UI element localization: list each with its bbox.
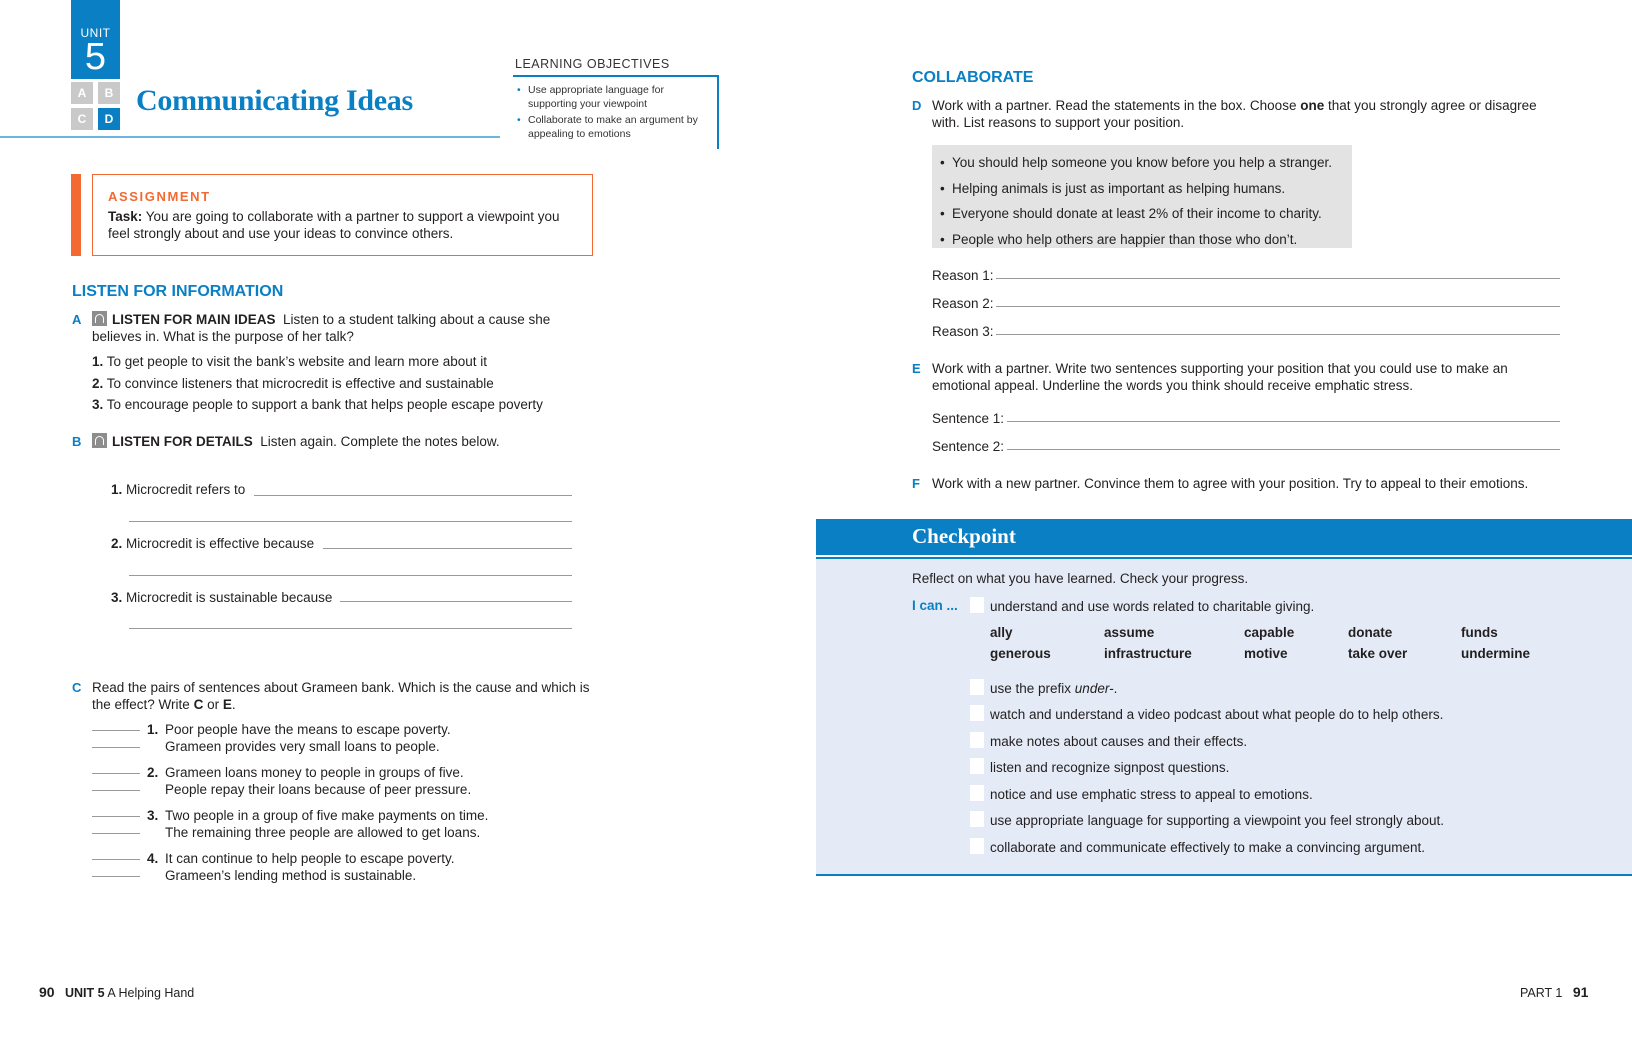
exercise-e-instruction: Work with a partner. Write two sentences supporting your position that you could use to make an emotional appeal. Underline the words you think should receive emphatic stress. (932, 361, 1508, 393)
part-b-tab: B (98, 82, 120, 104)
headphones-icon[interactable] (92, 433, 107, 448)
vocab-word: undermine (1461, 646, 1531, 661)
collaborate-heading: COLLABORATE (912, 69, 1034, 86)
vocab-word: ally (990, 625, 1013, 640)
objective-item: • Use appropriate language for supporting your viewpoint (515, 83, 715, 111)
reason-1-label: Reason 1: (932, 268, 994, 283)
assignment-accent-bar (71, 174, 81, 256)
page-title: Communicating Ideas (136, 84, 413, 117)
exercise-c-letter: C (72, 680, 82, 695)
checkpoint-checkbox[interactable] (970, 679, 984, 695)
sentence-1-answer-line[interactable] (1007, 421, 1560, 422)
note-2-answer-line[interactable] (323, 548, 572, 549)
exercise-d-instruction: Work with a partner. Read the statements in the box. Choose one that you strongly agree or disagree with. List reasons to support your position. (932, 98, 1537, 130)
vocab-word: funds (1461, 625, 1498, 640)
part-a-tab: A (71, 82, 93, 104)
headphones-icon[interactable] (92, 311, 107, 326)
footer-unit: UNIT 5 (65, 986, 105, 1000)
checkpoint-item-text: watch and understand a video podcast about what people do to help others. (990, 707, 1444, 722)
exercise-f-instruction: Work with a new partner. Convince them to agree with your position. Try to appeal to their emotions. (932, 476, 1529, 491)
learning-objectives-heading: LEARNING OBJECTIVES (515, 57, 670, 71)
checkpoint-item-text: collaborate and communicate effectively to make a convincing argument. (990, 840, 1425, 855)
checkpoint-checkbox[interactable] (970, 811, 984, 827)
reason-3-label: Reason 3: (932, 324, 994, 339)
cause-effect-pair: 2. Grameen loans money to people in groups of five. People repay their loans because of peer pressure. (92, 764, 140, 798)
footer-right (1520, 984, 1588, 1000)
sentence-1-label: Sentence 1: (932, 411, 1005, 426)
listen-section-heading: LISTEN FOR INFORMATION (72, 283, 284, 300)
footer-part: PART 1 (1520, 986, 1563, 1000)
checkpoint-checkbox[interactable] (970, 838, 984, 854)
note-1-label: 1. Microcredit refers to (111, 482, 246, 497)
exercise-a-option[interactable]: 1. To get people to visit the bank’s website and learn more about it (92, 354, 488, 369)
checkpoint-checkbox[interactable] (970, 597, 984, 613)
statements-list (938, 150, 1332, 252)
exercise-d-letter: D (912, 98, 922, 113)
checkpoint-intro: Reflect on what you have learned. Check your progress. (912, 571, 1249, 586)
checkpoint-item-text: notice and use emphatic stress to appeal to emotions. (990, 787, 1313, 802)
exercise-a-option[interactable]: 2. To convince listeners that microcredit is effective and sustainable (92, 376, 494, 391)
vocab-word: capable (1244, 625, 1295, 640)
checkpoint-checkbox[interactable] (970, 785, 984, 801)
note-3-answer-line-2[interactable] (129, 628, 572, 629)
exercise-a-label: LISTEN FOR MAIN IDEAS (112, 312, 276, 327)
answer-blank[interactable] (92, 747, 140, 748)
reason-3-answer-line[interactable] (996, 334, 1560, 335)
cause-effect-pair: 4. It can continue to help people to escape poverty. Grameen’s lending method is sustainable. (92, 850, 140, 884)
checkpoint-checkbox[interactable] (970, 732, 984, 748)
page-number-right: 91 (1572, 984, 1589, 1000)
checkpoint-checkbox[interactable] (970, 758, 984, 774)
assignment-task (108, 208, 578, 242)
checkpoint-item-text: understand and use words related to charitable giving. (990, 599, 1315, 614)
exercise-f-letter: F (912, 476, 920, 491)
exercise-c-instruction: Read the pairs of sentences about Grameen bank. Which is the cause and which is the effect? Write C or E. (92, 680, 590, 712)
exercise-a-letter: A (72, 312, 82, 327)
reason-2-label: Reason 2: (932, 296, 994, 311)
learning-objectives-list (515, 83, 715, 143)
answer-blank[interactable] (92, 816, 140, 817)
footer-unit-title: A Helping Hand (107, 986, 195, 1000)
statement-item: • People who help others are happier than those who don’t. (938, 227, 1332, 253)
note-3-answer-line[interactable] (340, 601, 572, 602)
statement-item: • Everyone should donate at least 2% of their income to charity. (938, 201, 1332, 227)
part-d-tab: D (98, 108, 120, 130)
unit-number: 5 (84, 36, 107, 78)
sentence-2-answer-line[interactable] (1007, 449, 1560, 450)
exercise-b-label: LISTEN FOR DETAILS (112, 434, 253, 449)
cause-effect-pair: 3. Two people in a group of five make payments on time. The remaining three people are allowed to get loans. (92, 807, 140, 841)
assignment-heading: ASSIGNMENT (108, 189, 211, 204)
task-text: You are going to collaborate with a partner to support a viewpoint you feel strongly about and use your ideas to convince others. (108, 209, 560, 241)
page-number-left: 90 (39, 984, 55, 1000)
note-2-label: 2. Microcredit is effective because (111, 536, 315, 551)
vocab-word: assume (1104, 625, 1155, 640)
answer-blank[interactable] (92, 833, 140, 834)
answer-blank[interactable] (92, 730, 140, 731)
task-label: Task: (108, 209, 143, 224)
unit-badge (71, 0, 120, 79)
i-can-label: I can ... (912, 598, 958, 613)
vocab-word: motive (1244, 646, 1288, 661)
exercise-a-option[interactable]: 3. To encourage people to support a bank that helps people escape poverty (92, 397, 543, 412)
checkpoint-item-text: use appropriate language for supporting a viewpoint you feel strongly about. (990, 813, 1445, 828)
vocab-word: donate (1348, 625, 1393, 640)
vocab-word: infrastructure (1104, 646, 1192, 661)
footer-left (39, 984, 194, 1000)
answer-blank[interactable] (92, 876, 140, 877)
checkpoint-title: Checkpoint (912, 524, 1016, 548)
statement-item: • Helping animals is just as important as helping humans. (938, 176, 1332, 202)
objective-item: • Collaborate to make an argument by appealing to emotions (515, 113, 715, 141)
cause-effect-pair: 1. Poor people have the means to escape poverty. Grameen provides very small loans to people. (92, 721, 140, 755)
reason-1-answer-line[interactable] (996, 278, 1560, 279)
exercise-b-letter: B (72, 434, 82, 449)
sentence-2-label: Sentence 2: (932, 439, 1005, 454)
answer-blank[interactable] (92, 790, 140, 791)
statement-item: • You should help someone you know before you help a stranger. (938, 150, 1332, 176)
note-3-label: 3. Microcredit is sustainable because (111, 590, 333, 605)
exercise-a-instruction: LISTEN FOR MAIN IDEAS Listen to a student talking about a cause she believes in. What is the purpose of her talk? (92, 312, 551, 344)
part-c-tab: C (71, 108, 93, 130)
checkpoint-item-text: make notes about causes and their effects. (990, 734, 1248, 749)
checkpoint-item-text: use the prefix under-. (990, 681, 1118, 696)
exercise-e-letter: E (912, 361, 921, 376)
answer-blank[interactable] (92, 773, 140, 774)
answer-blank[interactable] (92, 859, 140, 860)
note-2-answer-line-2[interactable] (129, 575, 572, 576)
vocab-word: generous (990, 646, 1051, 661)
note-1-answer-line[interactable] (254, 495, 572, 496)
title-divider (0, 136, 500, 138)
vocab-word: take over (1348, 646, 1408, 661)
unit-label: UNIT (80, 26, 111, 40)
checkpoint-item-text: listen and recognize signpost questions. (990, 760, 1230, 775)
note-1-answer-line-2[interactable] (129, 521, 572, 522)
checkpoint-checkbox[interactable] (970, 705, 984, 721)
exercise-b-instruction: LISTEN FOR DETAILS Listen again. Complete the notes below. (92, 433, 500, 450)
reason-2-answer-line[interactable] (996, 306, 1560, 307)
